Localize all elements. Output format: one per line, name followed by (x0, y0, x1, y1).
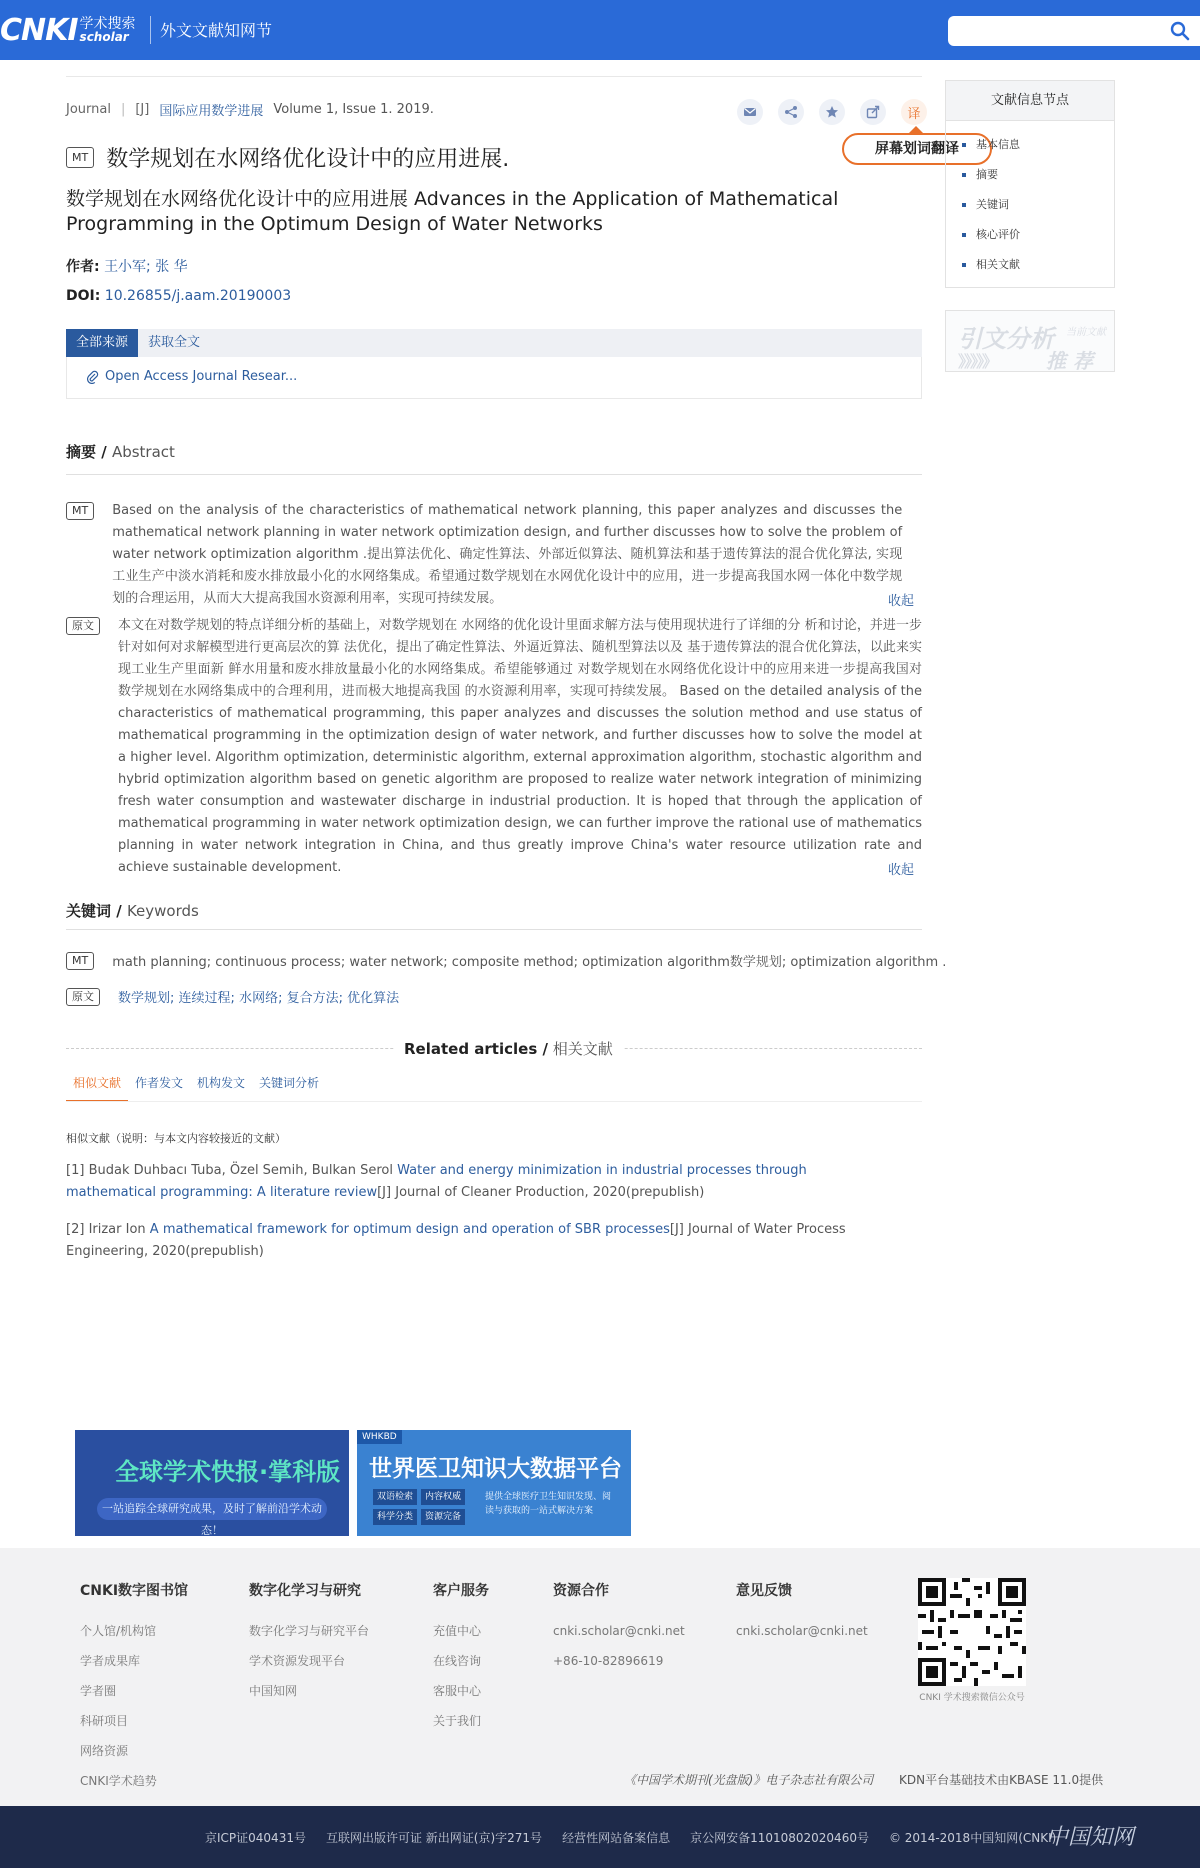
abstract-heading (66, 441, 175, 462)
tab-institution-articles[interactable]: 机构发文 (197, 1076, 246, 1090)
footer-col-digital-learning (249, 1580, 369, 1706)
top-header (0, 0, 1200, 60)
channel-title: 外文文献知网节 (160, 21, 273, 40)
footer-link[interactable]: 个人馆/机构馆 (80, 1624, 157, 1638)
related-heading-cn: 相关文献 (552, 1040, 613, 1058)
logo-sub-en: scholar (79, 30, 129, 44)
footer-link[interactable]: CNKI学术趋势 (80, 1774, 157, 1788)
footer-col-customer-service (433, 1580, 489, 1736)
keyword-link[interactable]: 复合方法 (286, 991, 339, 1006)
share-icon (784, 105, 798, 119)
keywords-heading-cn: 关键词 / (66, 902, 122, 920)
public-security-filing[interactable]: 京公网安备11010802020460号 (690, 1831, 869, 1845)
document-info-nodes (945, 80, 1115, 288)
keyword-link[interactable]: 水网络 (239, 991, 279, 1006)
sidebar-item-keywords[interactable]: 关键词 (962, 195, 1114, 225)
email-button[interactable] (737, 99, 763, 125)
abstract-rule (66, 474, 922, 475)
footer-link[interactable]: 关于我们 (433, 1714, 482, 1728)
article-title: 数学规划在水网络优化设计中的应用进展. (106, 147, 510, 172)
reference-item (66, 1219, 886, 1263)
cnki-scholar-logo[interactable] (0, 14, 136, 46)
share-button[interactable] (778, 99, 804, 125)
footer-col-title: 客户服务 (433, 1583, 489, 1599)
article-meta (66, 100, 434, 119)
site-footer (0, 1548, 1200, 1806)
mt-tag: MT (66, 147, 94, 168)
source-type: Journal (66, 102, 111, 117)
arrows-icon: 》》》》》 (958, 352, 997, 371)
translate-tooltip: 屏幕划词翻译 (842, 133, 992, 165)
ref-source: Journal of Cleaner Production, 2020(prepublish) (395, 1185, 705, 1200)
footer-link[interactable]: 在线咨询 (433, 1654, 482, 1668)
legal-bar (0, 1806, 1200, 1868)
sidebar-item-core-evaluation[interactable]: 核心评价 (962, 225, 1114, 255)
publisher-credit: 《中国学术期刊(光盘版)》电子杂志社有限公司 (624, 1773, 874, 1787)
kdn-credit: KDN平台基础技术由KBASE 11.0提供 (899, 1773, 1104, 1787)
search-input[interactable] (948, 16, 1200, 46)
journal-name-link[interactable]: 国际应用数学进展 (159, 104, 264, 119)
authors-link[interactable]: 王小军; 张 华 (104, 259, 188, 275)
keyword-link[interactable]: 数学规划 (118, 991, 171, 1006)
ref-type: [J] (377, 1185, 392, 1200)
abstract-mt-block (66, 500, 922, 610)
tab-get-fulltext[interactable]: 获取全文 (148, 335, 201, 350)
keywords-rule (66, 929, 922, 930)
ref-title-link[interactable]: A mathematical framework for optimum design and operation of SBR processes (149, 1222, 670, 1237)
sidebox-title: 文献信息节点 (946, 81, 1114, 121)
footer-link[interactable]: 数字化学习与研究平台 (249, 1624, 370, 1638)
original-tag: 原文 (66, 617, 100, 635)
tab-similar-articles[interactable]: 相似文献 (66, 1074, 128, 1102)
copyright: © 2014-2018中国知网(CNKI) (888, 1831, 1057, 1845)
footer-link[interactable]: 网络资源 (80, 1744, 129, 1758)
citation-analysis-label: 引文分析 (958, 325, 1054, 353)
ref-number: [2] (66, 1222, 85, 1237)
tab-author-articles[interactable]: 作者发文 (135, 1076, 184, 1090)
footer-link[interactable]: 科研项目 (80, 1714, 129, 1728)
open-access-label: Open Access Journal Resear... (105, 369, 298, 384)
footer-phone: +86-10-82896619 (553, 1654, 664, 1668)
keywords-heading (66, 900, 199, 921)
doi-label: DOI: (66, 288, 101, 304)
keyword-link[interactable]: 优化算法 (347, 991, 400, 1006)
sidebar-item-abstract[interactable]: 摘要 (962, 165, 1114, 195)
sidebar-item-related[interactable]: 相关文献 (962, 255, 1114, 285)
banner2-chip: 双语检索 (373, 1489, 417, 1505)
footer-col-feedback (736, 1580, 868, 1646)
banner2-title: 世界医卫知识大数据平台 (369, 1456, 622, 1482)
publishing-license[interactable]: 互联网出版许可证 新出网证(京)字271号 (325, 1831, 543, 1845)
abstract-heading-cn: 摘要 / (66, 443, 107, 461)
source-tabs (66, 329, 922, 357)
meta-separator: | (120, 102, 126, 117)
banner2-description: 提供全球医疗卫生知识发现、阅读与获取的一站式解决方案 (485, 1492, 612, 1516)
ref-source: Journal of Water Process Engineering, 2020(prepublish) (66, 1222, 846, 1259)
keyword-link[interactable]: 连续过程 (178, 991, 231, 1006)
logo-sub-cn: 学术搜索 (79, 16, 136, 32)
collapse-mt-abstract-button[interactable]: 收起 (888, 594, 915, 609)
footer-email-link[interactable]: cnki.scholar@cnki.net (736, 1624, 868, 1638)
reference-item (66, 1160, 886, 1204)
authors-line (66, 256, 188, 276)
header-divider (150, 16, 151, 44)
footer-col-title: CNKI数字图书馆 (80, 1583, 189, 1599)
content-top-rule (66, 76, 922, 77)
search-icon[interactable] (1170, 21, 1190, 41)
current-document-label: 当前文献 (1066, 327, 1106, 338)
ref-type: [J] (669, 1222, 684, 1237)
abstract-original-block (66, 615, 922, 879)
footer-link[interactable]: 学术资源发现平台 (249, 1654, 346, 1668)
source-panel (66, 357, 922, 399)
site-filing-info[interactable]: 经营性网站备案信息 (562, 1831, 671, 1845)
export-button[interactable] (860, 99, 886, 125)
footer-col-digital-library (80, 1580, 188, 1796)
related-heading-en: Related articles / (404, 1040, 548, 1058)
ref-title-link[interactable]: Water and energy minimization in industrial processes through mathematical programming: A literature review (66, 1163, 807, 1200)
cnki-brand-logo: 中国知网 (1046, 1825, 1135, 1850)
star-icon (825, 105, 839, 119)
abstract-original-text: 本文在对数学规划的特点详细分析的基础上，对数学规划在 水网络的优化设计里面求解方法与使用现状进行了详细的分 析和讨论，并进一步针对如何对求解模型进行更高层次的算 法优化，提出了确定性算法、外逼近算法、随机型算法以及 基于遗传算法的混合优化算法，以此来实现工业生产里面新 鲜水用量和废水排放量最小化的水网络集成。希望能够通过 对数学规划在水网络优化设计中的应用来进一步提高我国对 数学规划在水网络集成中的合理利用，进而极大地提高我国 的水资源利用率，实现可持续发展。 Based on the detailed analysis of the characteristics of mathematical programming, this paper analyzes and discusses the solution method and use status of mathematical programming in the optimization design of water network, and further discusses how to solve the model at a higher level. Algorithm optimization, deterministic algorithm, external approximation algorithm, stochastic algorithm and hybrid optimization algorithm based on genetic algorithm are proposed to realize water network integration of minimizing fresh water consumption and wastewater discharge in industrial production. It is hoped that through the application of mathematical programming in water network optimization design, we can further improve the rational use of mathematics planning in water network integration in China, and thus greatly improve China's water resource utilization rate and achieve sustainable development. (118, 618, 922, 875)
legal-items (205, 1829, 1056, 1846)
footer-link[interactable]: 学者成果库 (80, 1654, 141, 1668)
keywords-mt-row (66, 951, 946, 970)
footer-col-resource-cooperation (553, 1580, 685, 1676)
related-tabs (66, 1074, 326, 1102)
volume-info: Volume 1, Issue 1. 2019. (273, 102, 434, 117)
ref-authors: Budak Duhbacı Tuba, Özel Semih, Bulkan Serol (88, 1163, 393, 1178)
banner2-chips (373, 1489, 473, 1525)
footer-link[interactable]: 客服中心 (433, 1684, 482, 1698)
banner2-chip: 科学分类 (373, 1509, 417, 1525)
footer-col-title: 数字化学习与研究 (249, 1583, 361, 1599)
footer-col-title: 意见反馈 (736, 1583, 792, 1599)
qr-caption: CNKI 学术搜索微信公众号 (919, 1693, 1025, 1703)
keywords-heading-en: Keywords (126, 902, 199, 920)
recommend-label: 推 荐 (1046, 349, 1093, 373)
keywords-original-list: 数学规划; 连续过程; 水网络; 复合方法; 优化算法 (118, 991, 400, 1006)
similar-label: 相似文献（说明：与本文内容较接近的文献） (66, 1132, 286, 1145)
mt-tag: MT (66, 502, 94, 520)
mail-icon (743, 105, 757, 119)
authors-label: 作者: (66, 259, 100, 275)
related-articles-heading (66, 1036, 922, 1056)
keywords-original-row (66, 987, 399, 1006)
wechat-qr-code (918, 1578, 1026, 1686)
logo-subtitle (80, 17, 136, 43)
footer-link[interactable]: 充值中心 (433, 1624, 482, 1638)
abstract-heading-en: Abstract (111, 443, 175, 461)
medical-knowledge-banner[interactable] (357, 1430, 631, 1536)
ref-number: [1] (66, 1163, 85, 1178)
footer-link[interactable]: 中国知网 (249, 1684, 298, 1698)
related-tabs-rule (66, 1101, 922, 1102)
article-actions (737, 99, 927, 125)
sidebox-list (946, 121, 1114, 285)
banner1-subtitle: 一站追踪全球研究成果，及时了解前沿学术动态！ (97, 1498, 327, 1520)
export-icon (866, 105, 880, 119)
banner2-badge: WHKBD (357, 1430, 402, 1444)
doi-line (66, 288, 291, 304)
banner2-chip: 内容权威 (421, 1489, 465, 1505)
translate-button[interactable]: 译 (901, 99, 927, 125)
ref-authors: Irizar Ion (88, 1222, 146, 1237)
citation-analysis-widget[interactable] (945, 310, 1115, 372)
logo-text: CNKI (0, 12, 78, 48)
icp-license[interactable]: 京ICP证040431号 (205, 1831, 306, 1845)
favorite-button[interactable] (819, 99, 845, 125)
tab-keyword-analysis[interactable]: 关键词分析 (259, 1076, 320, 1090)
sidebar-item-basic-info[interactable]: 基本信息 (962, 135, 1114, 165)
footer-link[interactable]: 学者圈 (80, 1684, 117, 1698)
collapse-original-abstract-button[interactable]: 收起 (888, 863, 915, 878)
banner2-chip: 资源完备 (421, 1509, 465, 1525)
original-tag: 原文 (66, 988, 100, 1006)
abstract-mt-text: Based on the analysis of the characteristics of mathematical network planning, this paper analyzes and discusses the mathematical network planning in water network optimization design, and further discusses how to solve the problem of water network optimization algorithm .提出算法优化、确定性算法、外部近似算法、随机算法和基于遗传算法的混合优化算法, 实现工业生产中淡水消耗和废水排放最小化的水网络集成。希望通过数学规划在水网优化设计中的应用，进一步提高我国水网一体化中数学规划的合理运用，从而大大提高我国水资源利用率，实现可持续发展。 (112, 503, 903, 606)
scholar-express-banner[interactable] (75, 1430, 349, 1536)
keywords-mt-text: math planning; continuous process; water network; composite method; optimization algorithm数学规划; optimization algorithm . (112, 955, 947, 970)
footer-col-title: 资源合作 (553, 1583, 609, 1599)
related-heading-text (394, 1038, 623, 1059)
title-row (66, 142, 846, 173)
journal-type-tag: [J] (135, 102, 150, 117)
open-access-link[interactable] (87, 369, 297, 384)
paperclip-icon (87, 370, 99, 384)
mt-tag: MT (66, 952, 94, 970)
tab-all-sources[interactable]: 全部来源 (66, 329, 138, 357)
banner1-title: 全球学术快报·掌科版 (115, 1458, 341, 1486)
article-subtitle: 数学规划在水网络优化设计中的应用进展 Advances in the Application of Mathematical Programming in the Optimum Design of Water Networks (66, 188, 839, 235)
footer-email-link[interactable]: cnki.scholar@cnki.net (553, 1624, 685, 1638)
doi-link[interactable]: 10.26855/j.aam.20190003 (104, 288, 292, 304)
